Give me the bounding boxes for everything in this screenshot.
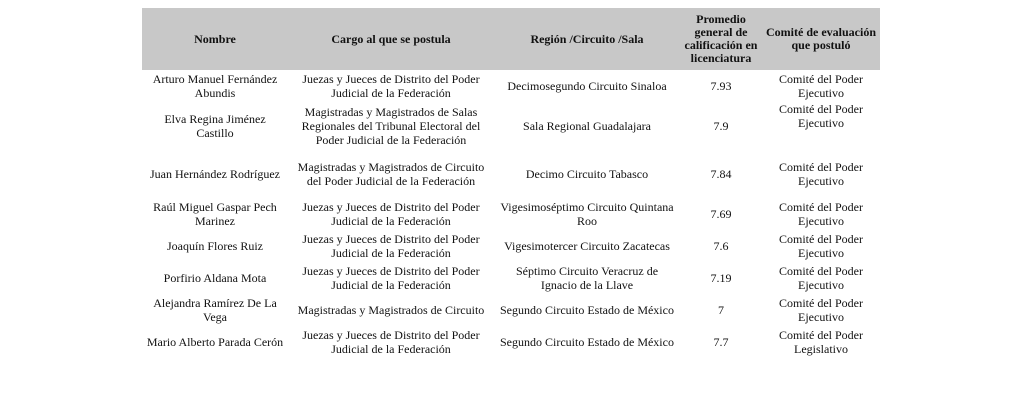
table-body	[142, 70, 880, 358]
table-row	[142, 102, 880, 150]
header-comite: Comité de evaluación que postuló	[762, 8, 880, 70]
cell-region: Decimosegundo Circuito Sinaloa	[507, 79, 667, 93]
header-region: Región /Circuito /Sala	[494, 8, 680, 70]
cell-comite: Comité del Poder Ejecutivo	[779, 232, 863, 260]
table-row	[142, 150, 880, 198]
cell-nombre: Arturo Manuel Fernández Abundis	[152, 72, 278, 100]
cell-cargo: Juezas y Jueces de Distrito del Poder Judicial de la Federación	[302, 264, 480, 292]
cell-nombre: Juan Hernández Rodríguez	[150, 167, 280, 181]
cell-promedio: 7.84	[710, 167, 732, 181]
cell-nombre: Elva Regina Jiménez Castillo	[164, 112, 266, 140]
cell-promedio: 7.93	[710, 79, 732, 93]
cell-promedio: 7.69	[710, 207, 732, 221]
cell-comite: Comité del Poder Ejecutivo	[779, 160, 863, 188]
cell-nombre: Alejandra Ramírez De La Vega	[153, 296, 277, 324]
cell-cargo: Juezas y Jueces de Distrito del Poder Judicial de la Federación	[302, 328, 480, 356]
cell-comite: Comité del Poder Legislativo	[779, 328, 863, 356]
table-row	[142, 198, 880, 230]
cell-comite: Comité del Poder Ejecutivo	[779, 264, 863, 292]
table-row	[142, 262, 880, 294]
table-row	[142, 70, 880, 102]
table-row	[142, 294, 880, 326]
cell-comite: Comité del Poder Ejecutivo	[779, 72, 863, 100]
cell-nombre: Porfirio Aldana Mota	[163, 271, 267, 285]
cell-cargo: Magistradas y Magistrados de Circuito	[297, 303, 485, 317]
candidates-table	[142, 8, 880, 358]
cell-nombre: Joaquín Flores Ruiz	[167, 239, 263, 253]
cell-promedio: 7.7	[713, 335, 729, 349]
cell-nombre: Mario Alberto Parada Cerón	[146, 335, 284, 349]
cell-region: Segundo Circuito Estado de México	[500, 303, 674, 317]
header-row	[142, 8, 880, 70]
cell-cargo: Magistradas y Magistrados de Salas Regionales del Tribunal Electoral del Poder Judicial de la Federación	[301, 105, 481, 147]
cell-region: Séptimo Circuito Veracruz de Ignacio de la Llave	[515, 264, 659, 292]
cell-cargo: Juezas y Jueces de Distrito del Poder Judicial de la Federación	[302, 232, 480, 260]
cell-promedio: 7	[718, 303, 724, 317]
cell-cargo: Juezas y Jueces de Distrito del Poder Judicial de la Federación	[302, 200, 480, 228]
cell-promedio: 7.9	[713, 119, 729, 133]
cell-promedio: 7.6	[713, 239, 729, 253]
table-row	[142, 230, 880, 262]
cell-region: Sala Regional Guadalajara	[523, 119, 651, 133]
cell-region: Segundo Circuito Estado de México	[500, 335, 674, 349]
header-promedio: Promedio general de calificación en licenciatura	[680, 8, 762, 70]
cell-nombre: Raúl Miguel Gaspar Pech Marinez	[153, 200, 277, 228]
cell-cargo: Magistradas y Magistrados de Circuito del Poder Judicial de la Federación	[297, 160, 485, 188]
cell-comite: Comité del Poder Ejecutivo	[779, 200, 863, 228]
cell-promedio: 7.19	[710, 271, 732, 285]
cell-comite: Comité del Poder Ejecutivo	[779, 296, 863, 324]
cell-region: Vigesimoséptimo Circuito Quintana Roo	[500, 200, 674, 228]
table-header	[142, 8, 880, 70]
cell-comite: Comité del Poder Ejecutivo	[779, 102, 863, 130]
header-cargo: Cargo al que se postula	[288, 8, 494, 70]
header-nombre: Nombre	[142, 8, 288, 70]
table-row	[142, 326, 880, 358]
cell-region: Vigesimotercer Circuito Zacatecas	[504, 239, 670, 253]
cell-cargo: Juezas y Jueces de Distrito del Poder Judicial de la Federación	[302, 72, 480, 100]
cell-region: Decimo Circuito Tabasco	[525, 167, 649, 181]
